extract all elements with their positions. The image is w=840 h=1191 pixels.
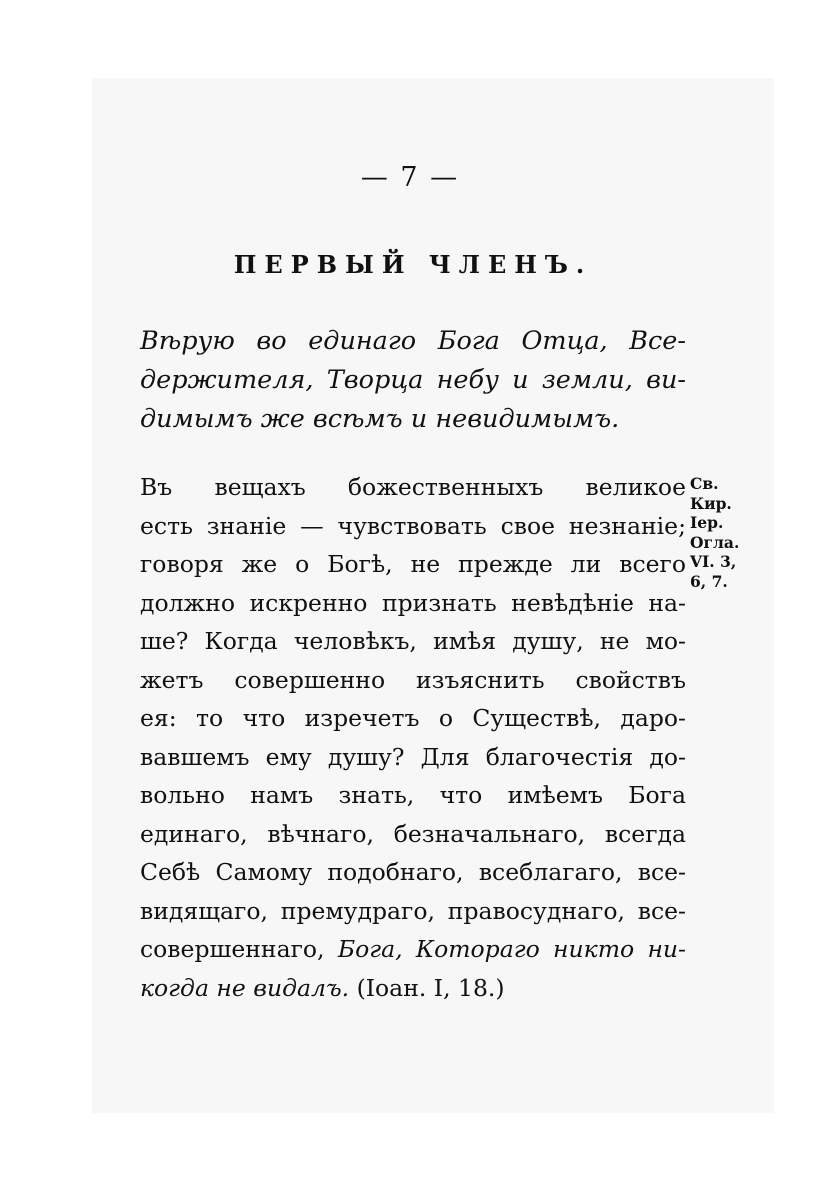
body-text: [140, 468, 686, 1007]
body-line: [140, 738, 686, 777]
body-line-text: должно искренно признать невѣдѣніе на-: [140, 588, 686, 617]
body-line: [140, 622, 686, 661]
creed-line: димымъ же всѣмъ и невидимымъ.: [140, 404, 620, 434]
margin-note-line: 6, 7.: [690, 571, 728, 591]
body-line-reference: (Іоан. I, 18.): [349, 973, 505, 1002]
body-line-text: Себѣ Самому подобнаго, всеблагаго, все-: [140, 858, 686, 886]
body-line-text: вавшемъ ему душу? Для благочестія до-: [140, 742, 686, 771]
section-heading: ПЕРВЫЙ ЧЛЕНЪ.: [233, 250, 593, 279]
body-line-italic: Бога, Котораго никто ни-: [337, 935, 686, 963]
body-line-text: видящаго, премудраго, правосуднаго, все-: [140, 896, 686, 925]
body-line: [140, 661, 686, 700]
body-line: [140, 468, 686, 507]
body-line: [140, 892, 686, 931]
body-line-text: совершеннаго,: [140, 935, 338, 963]
body-line: [140, 930, 686, 969]
body-line-text: ше? Когда человѣкъ, имѣя душу, не мо-: [140, 627, 686, 655]
creed-line: Вѣрую во единаго Бога Отца, Все-: [140, 326, 686, 356]
body-line-text: есть знаніе — чувствовать свое незнаніе;: [140, 511, 686, 540]
margin-note-line: Кир.: [690, 493, 732, 513]
page-number: — 7 —: [360, 162, 460, 193]
body-line-text: вольно намъ знать, что имѣемъ Бога: [140, 781, 686, 809]
margin-note-line: Огла.: [690, 532, 740, 552]
body-line-text: единаго, вѣчнаго, безначальнаго, всегда: [140, 819, 686, 848]
margin-note: [690, 474, 750, 591]
body-line: [140, 853, 686, 892]
body-line: [140, 699, 686, 738]
body-line-italic: когда не видалъ.: [140, 973, 350, 1002]
creed-text: [140, 322, 686, 439]
margin-note-line: Іер.: [690, 513, 724, 532]
body-line-text: Въ вещахъ божественныхъ великое: [140, 473, 686, 501]
body-line-text: жетъ совершенно изъяснить свойствъ: [140, 665, 686, 694]
body-line: [140, 545, 686, 584]
body-line: [140, 815, 686, 854]
body-line: [140, 776, 686, 815]
creed-line: держителя, Творца небу и земли, ви-: [140, 365, 686, 395]
body-line: [140, 969, 686, 1008]
margin-note-line: Св.: [690, 474, 719, 493]
body-line: [140, 507, 686, 546]
body-line-text: говоря же о Богѣ, не прежде ли всего: [140, 550, 686, 578]
margin-note-line: VI. 3,: [690, 552, 737, 571]
body-line-text: ея: то что изречетъ о Существѣ, даро-: [140, 704, 686, 732]
body-line: [140, 584, 686, 623]
